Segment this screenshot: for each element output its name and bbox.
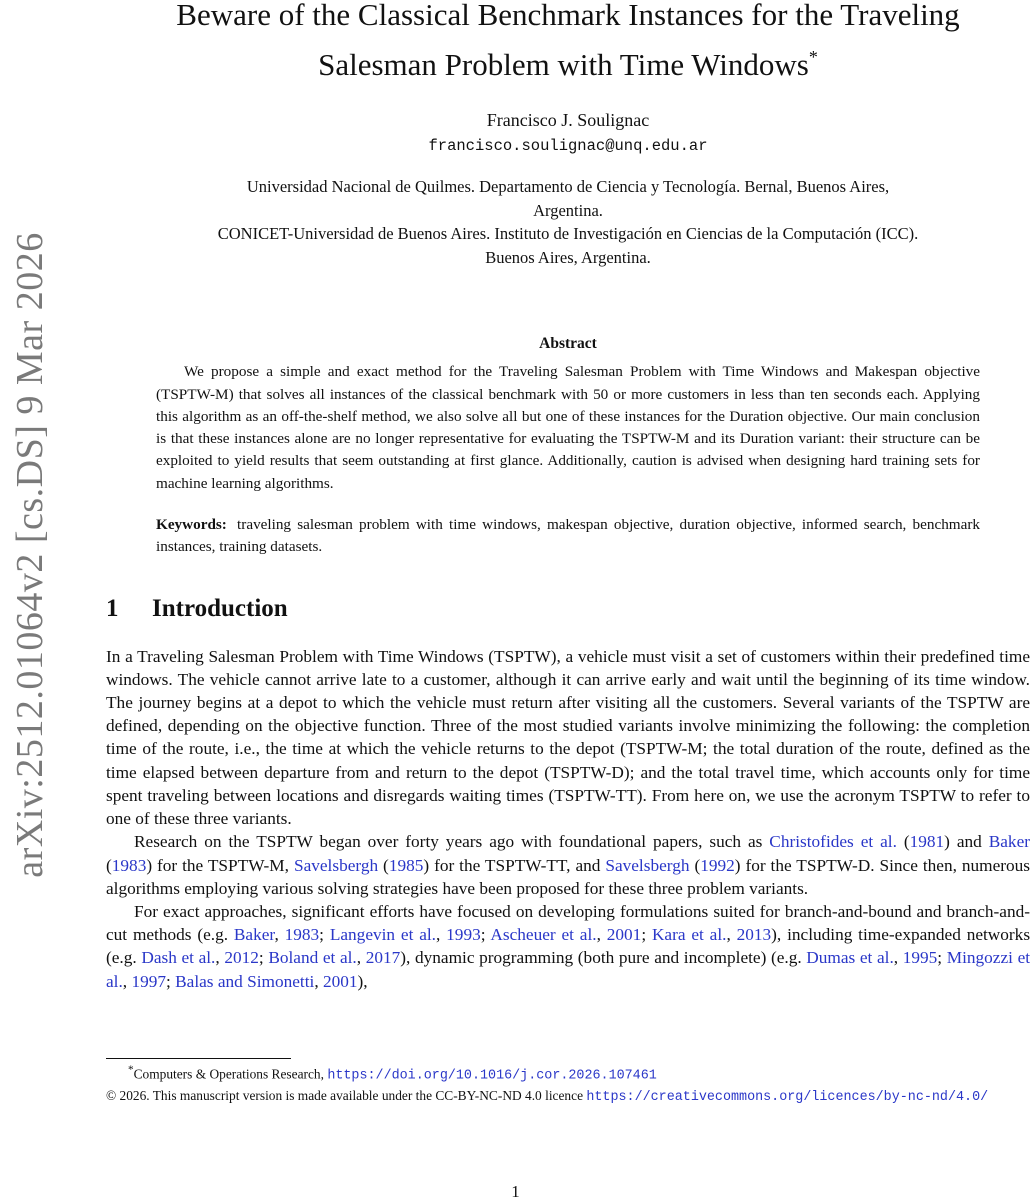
citation-year-link[interactable]: 2017 [365,948,401,968]
text: , [596,925,607,945]
text: ), including time-expanded networks (e.g. [106,925,1031,968]
text: , [726,925,737,945]
affiliations [106,175,1030,269]
title-line-2: Salesman Problem with Time Windows [318,47,809,82]
text: For exact approaches, significant efforts have focused on developing formulations suited for branch-and-bound and branch-and-cut methods (e.g. [106,901,1030,945]
footnotes [106,1060,1030,1108]
paper-page [106,0,1030,993]
citation-year-link[interactable]: 2001 [606,925,642,945]
text: ), dynamic programming (both pure and incomplete) (e.g. [400,948,807,968]
text: ( [896,832,910,852]
abstract-text: We propose a simple and exact method for the Traveling Salesman Problem with Time Windows and Makespan objective (TSPTW-M) that solves all instances of the classical benchmark with 50 or more customers in less than ten seconds each. Applying this algorithm as an off-the-shelf method, we also solve all but one of these instances for the Duration objective. Our main conclusion is that these instances alone are no longer representative for evaluating the TSPTW-M and its Duration variant: their structure can be exploited to yield results that seem outstanding at first glance. Additionally, caution is advised when designing hard training sets for machine learning algorithms. [156,363,980,492]
citation-year-link[interactable]: 2001 [322,971,358,991]
citation-year-link[interactable]: 1992 [700,855,735,875]
affiliation-2-line-1: CONICET-Universidad de Buenos Aires. Instituto de Investigación en Ciencias de la Computación (ICC). [217,224,919,243]
title-footnote-mark: * [808,47,818,67]
citation-link[interactable]: Boland et al. [268,948,357,968]
footnote-mark: * [128,1064,134,1076]
text: , [122,971,132,991]
arxiv-identifier: arXiv:2512.01064v2 [cs.DS] 9 Mar 2026 [9,232,51,878]
citation-year-link[interactable]: 1983 [111,855,147,875]
text: ), [357,971,368,991]
citation-year-link[interactable]: 1995 [902,948,938,968]
citation-year-link[interactable]: 1983 [284,925,320,945]
text: ; [641,925,652,945]
citation-link[interactable]: Savelsbergh [605,855,690,875]
citation-link[interactable]: Langevin et al. [329,925,436,945]
text: ; [937,948,947,968]
section-heading [106,595,1030,623]
section-number: 1 [106,594,119,622]
text: Research on the TSPTW began over forty years ago with foundational papers, such as [134,832,770,852]
keywords-label: Keywords: [156,516,227,534]
affiliation-1-line-1: Universidad Nacional de Quilmes. Departamento de Ciencia y Tecnología. Bernal, Buenos Aires, [246,177,890,196]
citation-year-link[interactable]: 1997 [131,971,166,991]
paper-title [106,0,1030,86]
text: ; [258,948,269,968]
paragraph-2 [106,830,1030,900]
citation-link[interactable]: Dumas et al. [806,948,894,968]
affiliation-1-line-2: Argentina. [533,200,603,220]
doi-link[interactable]: https://doi.org/10.1016/j.cor.2026.107461 [327,1068,657,1084]
citation-link[interactable]: Baker [233,925,275,945]
page-number: 1 [511,1182,520,1201]
text: ; [480,925,491,945]
citation-year-link[interactable]: 1981 [909,832,945,852]
paragraph-3 [106,900,1030,993]
citation-year-link[interactable]: 2013 [736,925,772,945]
license-link[interactable]: https://creativecommons.org/licences/by-nc-nd/4.0/ [586,1090,989,1106]
citation-link[interactable]: Mingozzi et al. [106,948,1031,991]
author-email: francisco.soulignac@unq.edu.ar [428,137,708,155]
title-line-1: Beware of the Classical Benchmark Instances for the Traveling [176,0,960,32]
citation-link[interactable]: Christofides et al. [769,832,897,852]
citation-year-link[interactable]: 2012 [224,948,259,968]
text: , [314,971,323,991]
text: ) for the TSPTW-M, [146,855,294,875]
abstract [156,333,980,559]
text: ( [378,855,389,875]
text: ( [689,855,701,875]
text: ) for the TSPTW-D. Since then, numerous algorithms employing various solving strategies have been proposed for these three problem variants. [106,855,1030,898]
text: , [893,948,903,968]
text: , [274,925,285,945]
text: ) for the TSPTW-TT, and [423,855,606,875]
citation-link[interactable]: Balas and Simonetti [175,971,315,991]
section-title: Introduction [152,594,288,622]
citation-link[interactable]: Ascheuer et al. [490,925,597,945]
paragraph-1: In a Traveling Salesman Problem with Time Windows (TSPTW), a vehicle must visit a set of customers within their predefined time windows. The vehicle cannot arrive late to a customer, although it can arrive early and wait until the beginning of its time window. The journey begins at a depot to which the vehicle must return after visiting all the customers. Several variants of the TSPTW are defined, depending on the objective function. Three of the most studied variants involve minimizing the following: the completion time of the route, i.e., the time at which the vehicle returns to the depot (TSPTW-M; the total duration of the route, defined as the time elapsed between departure from and return to the depot (TSPTW-D); and the total travel time, which accounts only for time spent traveling between locations and disregards waiting times (TSPTW-TT). From here on, we use the acronym TSPTW to refer to one of these three variants. [106,646,1030,829]
text: , [356,948,366,968]
citation-link[interactable]: Kara et al. [651,925,727,945]
footnote-2 [106,1086,1030,1108]
citation-link[interactable]: Dash et al. [141,948,216,968]
citation-year-link[interactable]: 1985 [388,855,424,875]
citation-link[interactable]: Baker [988,832,1030,852]
citation-year-link[interactable]: 1993 [446,925,481,945]
footnote-divider [106,1058,291,1059]
keywords [156,514,980,559]
text: , [215,948,225,968]
text: ) and [944,832,989,852]
affiliation-2-line-2: Buenos Aires, Argentina. [485,247,651,267]
body-text [106,645,1030,993]
footnote-1-text: Computers & Operations Research, [133,1066,328,1082]
license-text: © 2026. This manuscript version is made available under the CC-BY-NC-ND 4.0 licence [106,1088,587,1104]
author-name: Francisco J. Soulignac [486,110,650,130]
arxiv-side-stamp [0,0,60,1200]
keywords-text: traveling salesman problem with time windows, makespan objective, duration objective, informed search, benchmark instances, training datasets. [156,516,980,556]
footnote-1 [106,1060,1030,1086]
text: ; [166,971,176,991]
abstract-heading: Abstract [539,335,597,352]
text: ( [106,855,112,875]
citation-link[interactable]: Savelsbergh [293,855,379,875]
text: , [436,925,447,945]
text: ; [319,925,330,945]
